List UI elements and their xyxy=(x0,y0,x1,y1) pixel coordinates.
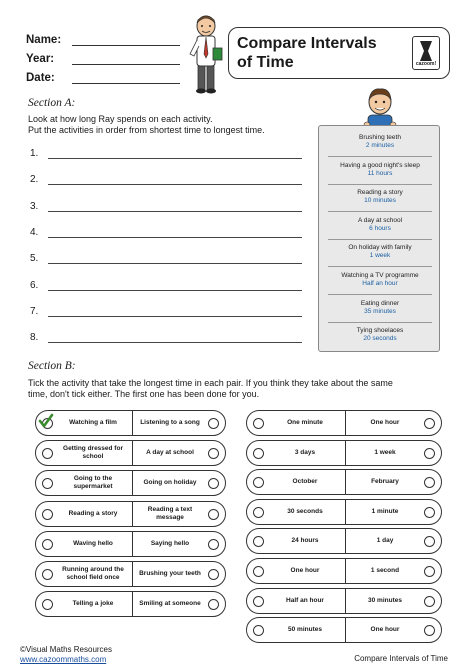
pair-option-a: 24 hours xyxy=(291,537,319,545)
name-label: Name: xyxy=(26,34,62,46)
pair-divider xyxy=(132,562,133,586)
tick-circle-right[interactable] xyxy=(208,418,219,429)
tick-circle-right[interactable] xyxy=(424,536,435,547)
pair-divider xyxy=(132,592,133,616)
pair-option-b: A day at school xyxy=(146,449,194,457)
pair-option-a: Half an hour xyxy=(286,596,324,604)
activity-board xyxy=(318,125,440,352)
activity-name: Tying shoelaces xyxy=(356,327,404,335)
pair-option-a: One hour xyxy=(290,567,320,574)
pair-option-b: Smiling at someone xyxy=(139,600,201,608)
comparison-pair xyxy=(246,410,442,436)
answer-line[interactable] xyxy=(48,252,302,264)
comparison-pair xyxy=(35,531,226,557)
answer-line[interactable] xyxy=(48,147,302,159)
pair-option-b: Saying hello xyxy=(150,539,190,547)
activity-name: Reading a story xyxy=(357,189,403,197)
activity-item xyxy=(319,134,441,150)
pair-option-a: 50 minutes xyxy=(288,626,322,634)
answer-row xyxy=(30,143,302,159)
section-b-title: Section B: xyxy=(28,360,76,372)
answer-row xyxy=(30,196,302,212)
pair-option-a: Watching a film xyxy=(69,419,117,426)
activity-name: Eating dinner xyxy=(360,299,400,307)
answer-number: 1. xyxy=(30,148,39,159)
pair-option-b: 30 minutes xyxy=(368,596,402,604)
tick-circle-right[interactable] xyxy=(208,478,219,489)
tick-circle-left[interactable] xyxy=(42,599,53,610)
answer-row xyxy=(30,301,302,317)
section-b-instruction-1: Tick the activity that take the longest time in each pair. If you think they take about the same xyxy=(28,378,393,388)
section-a-title: Section A: xyxy=(28,97,76,109)
pair-option-b: 1 day xyxy=(376,537,394,545)
activity-name: Watching a TV programme xyxy=(341,272,419,279)
activity-time: 35 minutes xyxy=(364,307,396,315)
answer-row xyxy=(30,222,302,238)
activity-divider xyxy=(328,239,432,240)
name-field[interactable] xyxy=(72,34,180,46)
name-row xyxy=(26,28,180,46)
tick-circle-left[interactable] xyxy=(42,569,53,580)
activity-divider xyxy=(328,294,432,295)
pair-option-a: October xyxy=(292,478,318,486)
tick-circle-right[interactable] xyxy=(208,509,219,520)
website-link[interactable]: www.cazoommaths.com xyxy=(20,654,107,664)
pair-option-b: February xyxy=(371,478,399,486)
comparison-pair xyxy=(35,410,226,436)
activity-name: Brushing teeth xyxy=(359,134,401,141)
activity-item xyxy=(319,217,441,233)
activity-time: 10 minutes xyxy=(364,197,396,205)
pair-divider xyxy=(345,470,346,494)
activity-divider xyxy=(328,211,432,212)
tick-circle-right[interactable] xyxy=(424,507,435,518)
pair-option-a: Waving hello xyxy=(73,539,113,547)
year-row xyxy=(26,47,180,65)
comparison-pair xyxy=(246,558,442,584)
answer-number: 4. xyxy=(30,226,39,238)
pair-divider xyxy=(345,529,346,553)
footer-title: Compare Intervals of Time xyxy=(354,654,448,663)
pair-option-a: One minute xyxy=(287,419,323,426)
logo-text: cazoom! xyxy=(415,61,437,67)
pair-divider xyxy=(345,441,346,465)
tick-circle-right[interactable] xyxy=(424,448,435,459)
date-row xyxy=(26,66,180,84)
answer-number: 6. xyxy=(30,279,39,291)
comparison-pair xyxy=(35,591,226,617)
tick-circle-right[interactable] xyxy=(424,596,435,607)
comparison-pair xyxy=(246,617,442,643)
answer-row xyxy=(30,248,302,264)
comparison-pair xyxy=(246,588,442,614)
pair-divider xyxy=(345,589,346,613)
comparison-pair xyxy=(35,561,226,587)
activity-divider xyxy=(328,184,432,185)
date-label: Date: xyxy=(26,72,55,84)
tick-circle-left[interactable] xyxy=(253,596,264,607)
pair-option-b: 1 minute xyxy=(371,507,399,515)
pair-divider xyxy=(132,411,133,435)
pair-option-b: Reading a text message xyxy=(147,505,193,521)
pair-divider xyxy=(345,500,346,524)
activity-time: 11 hours xyxy=(367,169,393,177)
pair-option-a: Getting dressed for school xyxy=(63,445,123,461)
pair-option-a: Running around the school field once xyxy=(62,566,124,581)
pair-option-b: One hour xyxy=(370,419,400,426)
answer-line[interactable] xyxy=(48,305,302,317)
pair-option-b: Brushing your teeth xyxy=(139,570,201,577)
tick-circle-left[interactable] xyxy=(42,509,53,520)
pair-divider xyxy=(132,502,133,526)
year-label: Year: xyxy=(26,53,55,65)
pair-option-b: 1 second xyxy=(370,567,400,574)
tick-circle-left[interactable] xyxy=(42,478,53,489)
tick-circle-right[interactable] xyxy=(424,477,435,488)
tick-circle-right[interactable] xyxy=(208,599,219,610)
tick-circle-right[interactable] xyxy=(424,566,435,577)
pair-option-b: Listening to a song xyxy=(140,419,200,426)
tick-circle-right[interactable] xyxy=(424,625,435,636)
tick-circle-left[interactable] xyxy=(253,448,264,459)
pair-option-a: 30 seconds xyxy=(287,507,323,515)
tick-circle-left[interactable] xyxy=(42,539,53,550)
comparison-pair xyxy=(35,440,226,466)
answer-number: 8. xyxy=(30,332,39,344)
activity-item xyxy=(319,244,441,260)
comparison-pair xyxy=(35,501,226,527)
pair-option-b: 1 week xyxy=(374,448,396,456)
activity-divider xyxy=(328,156,432,157)
answer-number: 5. xyxy=(30,253,39,265)
student-details xyxy=(26,28,180,85)
pair-option-a: 3 days xyxy=(294,448,316,456)
page-title: Compare Intervals of Time xyxy=(237,35,377,71)
pair-divider xyxy=(345,411,346,435)
tick-circle-left[interactable] xyxy=(253,625,264,636)
tick-circle-right[interactable] xyxy=(208,539,219,550)
activity-time: 20 seconds xyxy=(363,335,397,343)
section-a-instruction-1: Look at how long Ray spends on each activity. xyxy=(28,114,213,124)
tick-circle-right[interactable] xyxy=(424,418,435,429)
year-field[interactable] xyxy=(72,53,180,65)
activity-name: Having a good night's sleep xyxy=(340,161,420,169)
activity-item xyxy=(319,162,441,178)
tick-circle-right[interactable] xyxy=(208,448,219,459)
activity-time: 1 week xyxy=(369,252,391,260)
answer-number: 2. xyxy=(30,174,39,186)
pair-option-b: One hour xyxy=(370,626,400,634)
footer-left xyxy=(20,645,112,664)
activity-item xyxy=(319,300,441,316)
tick-circle-left[interactable] xyxy=(253,566,264,577)
check-mark-icon xyxy=(38,413,54,434)
pair-option-a: Telling a joke xyxy=(72,600,114,608)
activity-name: A day at school xyxy=(357,216,403,224)
answer-line[interactable] xyxy=(48,226,302,238)
teacher-illustration xyxy=(186,14,226,99)
comparison-pair xyxy=(246,440,442,466)
activity-time: 6 hours xyxy=(369,224,391,232)
activity-name: On holiday with family xyxy=(348,244,412,252)
activity-divider xyxy=(328,266,432,267)
cazoom-logo xyxy=(412,36,440,70)
tick-circle-left[interactable] xyxy=(42,448,53,459)
answer-number: 3. xyxy=(30,200,39,212)
activity-item xyxy=(319,189,441,205)
answer-line[interactable] xyxy=(48,279,302,291)
date-field[interactable] xyxy=(72,72,180,84)
answer-number: 7. xyxy=(30,305,39,317)
pair-divider xyxy=(345,559,346,583)
answer-line[interactable] xyxy=(48,200,302,212)
tick-circle-right[interactable] xyxy=(208,569,219,580)
title-box xyxy=(228,27,450,79)
activity-time: Half an hour xyxy=(362,280,398,287)
tick-circle-left[interactable] xyxy=(253,418,264,429)
comparison-pair xyxy=(246,528,442,554)
answer-row xyxy=(30,327,302,343)
answer-row xyxy=(30,275,302,291)
pair-divider xyxy=(132,471,133,495)
pair-option-a: Reading a story xyxy=(68,509,118,517)
answer-line[interactable] xyxy=(48,331,302,343)
comparison-pair xyxy=(35,470,226,496)
pair-divider xyxy=(345,618,346,642)
pair-option-a: Going to the supermarket xyxy=(73,475,113,491)
activity-item xyxy=(319,327,441,343)
tick-circle-left[interactable] xyxy=(253,477,264,488)
section-b-instruction-2: time, don't tick either. The first one has been done for you. xyxy=(28,389,260,399)
pair-option-b: Going on holiday xyxy=(143,479,197,487)
copyright-text: ©Visual Maths Resources xyxy=(20,645,113,654)
tick-circle-left[interactable] xyxy=(253,507,264,518)
section-a-instruction-2: Put the activities in order from shortest time to longest time. xyxy=(28,125,265,135)
tick-circle-left[interactable] xyxy=(253,536,264,547)
comparison-pair xyxy=(246,499,442,525)
activity-divider xyxy=(328,322,432,323)
activity-item xyxy=(319,272,441,288)
pair-divider xyxy=(132,532,133,556)
answer-row xyxy=(30,169,302,185)
answer-line[interactable] xyxy=(48,173,302,185)
activity-time: 2 minutes xyxy=(365,142,395,149)
comparison-pair xyxy=(246,469,442,495)
pair-divider xyxy=(132,441,133,465)
